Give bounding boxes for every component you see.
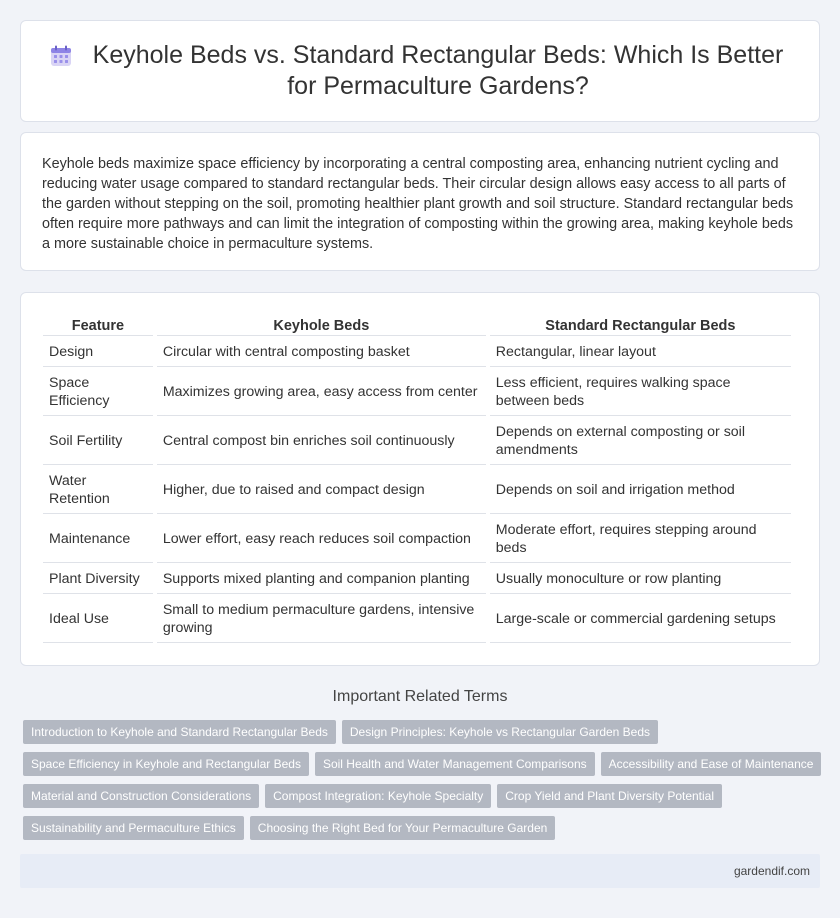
table-row — [43, 594, 791, 643]
table-cell-feature: Maintenance — [43, 514, 153, 563]
table-cell-standard: Usually monoculture or row planting — [490, 563, 791, 594]
table-cell-standard: Rectangular, linear layout — [490, 336, 791, 367]
table-row — [43, 336, 791, 367]
header-feature: Feature — [43, 316, 153, 336]
table-cell-feature: Design — [43, 336, 153, 367]
intro-paragraph: Keyhole beds maximize space efficiency by incorporating a central composting area, enhancing nutrient cycling and reducing water usage compared to standard rectangular beds. Their circular design allows easy access to all parts of the garden without stepping on the soil, promoting healthier plant growth and soil structure. Standard rectangular beds often require more pathways and can limit the integration of composting within the growing area, making keyhole beds a more sustainable choice in permaculture systems. — [42, 156, 794, 252]
related-term-tag[interactable]: Compost Integration: Keyhole Specialty — [265, 784, 491, 808]
table-cell-keyhole: Small to medium permaculture gardens, intensive growing — [157, 594, 486, 643]
table-cell-feature: Water Retention — [43, 465, 153, 514]
related-term-tag[interactable]: Sustainability and Permaculture Ethics — [23, 816, 244, 840]
page-title: Keyhole Beds vs. Standard Rectangular Beds: Which Is Better for Permaculture Gardens? — [92, 41, 784, 100]
related-term-tag[interactable]: Space Efficiency in Keyhole and Rectangular Beds — [23, 752, 309, 776]
table-header-row — [43, 316, 791, 336]
table-cell-standard: Depends on external composting or soil amendments — [490, 416, 791, 465]
related-term-tag[interactable]: Material and Construction Considerations — [23, 784, 259, 808]
tag-row — [23, 720, 823, 744]
related-term-tag[interactable]: Choosing the Right Bed for Your Permaculture Garden — [250, 816, 556, 840]
footer — [20, 854, 820, 888]
table-cell-feature: Plant Diversity — [43, 563, 153, 594]
table-cell-feature: Soil Fertility — [43, 416, 153, 465]
table-cell-keyhole: Higher, due to raised and compact design — [157, 465, 486, 514]
comparison-table — [39, 316, 795, 643]
tag-row — [23, 816, 823, 840]
comparison-table-card — [20, 292, 820, 666]
table-cell-keyhole: Lower effort, easy reach reduces soil compaction — [157, 514, 486, 563]
table-row — [43, 367, 791, 416]
table-cell-keyhole: Supports mixed planting and companion planting — [157, 563, 486, 594]
tag-row — [23, 784, 823, 808]
related-term-tag[interactable]: Introduction to Keyhole and Standard Rectangular Beds — [23, 720, 336, 744]
calendar-icon — [50, 45, 72, 67]
tag-row — [23, 752, 823, 776]
table-cell-keyhole: Central compost bin enriches soil continuously — [157, 416, 486, 465]
table-cell-feature: Space Efficiency — [43, 367, 153, 416]
table-cell-standard: Moderate effort, requires stepping around beds — [490, 514, 791, 563]
table-row — [43, 563, 791, 594]
intro-card — [20, 132, 820, 271]
table-row — [43, 514, 791, 563]
table-cell-feature: Ideal Use — [43, 594, 153, 643]
table-cell-keyhole: Maximizes growing area, easy access from center — [157, 367, 486, 416]
related-terms-tags — [23, 720, 823, 848]
footer-site-link[interactable]: gardendif.com — [733, 864, 810, 878]
related-term-tag[interactable]: Crop Yield and Plant Diversity Potential — [497, 784, 722, 808]
related-term-tag[interactable]: Design Principles: Keyhole vs Rectangular Garden Beds — [342, 720, 658, 744]
table-cell-keyhole: Circular with central composting basket — [157, 336, 486, 367]
table-row — [43, 465, 791, 514]
related-term-tag[interactable]: Soil Health and Water Management Comparisons — [315, 752, 595, 776]
header-standard-beds: Standard Rectangular Beds — [490, 316, 791, 336]
related-terms-heading: Important Related Terms — [332, 688, 508, 705]
table-row — [43, 416, 791, 465]
related-term-tag[interactable]: Accessibility and Ease of Maintenance — [601, 752, 822, 776]
header-keyhole-beds: Keyhole Beds — [157, 316, 486, 336]
title-card — [20, 20, 820, 122]
table-cell-standard: Less efficient, requires walking space between beds — [490, 367, 791, 416]
table-cell-standard: Depends on soil and irrigation method — [490, 465, 791, 514]
table-cell-standard: Large-scale or commercial gardening setups — [490, 594, 791, 643]
title-wrap — [50, 40, 790, 102]
